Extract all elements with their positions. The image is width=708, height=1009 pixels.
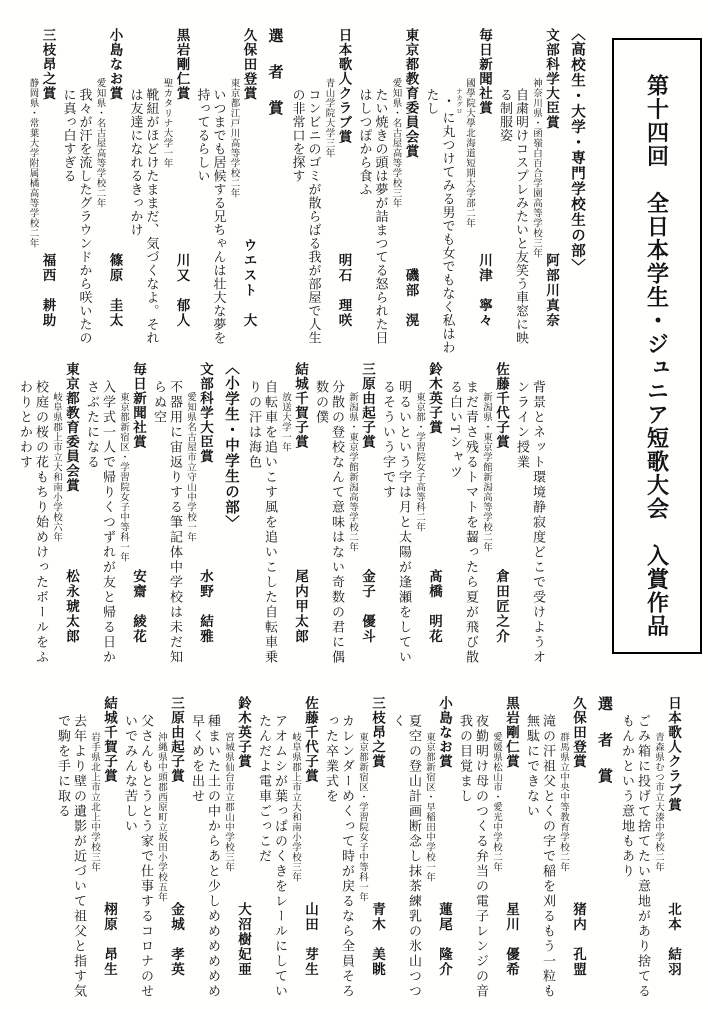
- school-grade: 東京都・学習院女子高等科二年: [414, 392, 424, 532]
- winner-name: 青木 美眺: [370, 902, 385, 977]
- poem-column: [246, 380, 278, 672]
- winner-name: 金城 孝英: [169, 902, 184, 977]
- school-grade: 静岡県・常葉大学附属橘高等学校二年: [27, 78, 38, 248]
- school-grade: 沖縄県中頭郡西原町立坂田小学校五年: [156, 732, 166, 902]
- winner-name: ウエスト 大: [241, 238, 257, 328]
- poem-column: [380, 380, 412, 672]
- poem-column: [497, 88, 529, 356]
- poem-column: [323, 714, 355, 1005]
- award-column: [358, 358, 376, 672]
- award-title: 黒岩剛仁賞: [174, 28, 190, 101]
- award-column: [425, 358, 443, 672]
- award-column: [39, 24, 57, 356]
- tanka-poem: たい焼きの頭は夢が詰まつてる怒られた日はしつぽから食ふ: [357, 88, 389, 345]
- poem-continuation: [514, 358, 546, 672]
- tanka-poem: 校庭の桜の花もちり始めけったボールをふわりとかわす: [18, 380, 49, 665]
- school-grade: 宮城県仙台市立郡山中学校三年: [223, 732, 233, 872]
- tanka-poem: [424, 88, 463, 356]
- school-grade: 神奈川県・函嶺白百合学園高等学校三年: [531, 78, 541, 258]
- school-grade: 愛知県名古屋市立守山中学校一年: [185, 392, 195, 542]
- award-column: [291, 358, 309, 672]
- award-title: 久保田登賞: [241, 28, 257, 101]
- tanka-poem: 靴紐がほどけたままだ、気づくなよ。それは友達になれるきっかけ: [128, 88, 160, 345]
- poem-column: [619, 714, 651, 1005]
- school-grade: 新潟県・東京学館新潟高等学校二年: [481, 392, 491, 552]
- title-box: [612, 38, 702, 654]
- section-heading-elementary: 〈小学生・中学生の部〉: [223, 360, 239, 531]
- award-entry: [151, 358, 214, 672]
- award-column: [196, 358, 214, 672]
- award-entry: [61, 24, 124, 356]
- award-column: [240, 24, 258, 356]
- poem-column: [256, 714, 288, 1005]
- school-grade: 東京都新宿区・学習院女子中等科一年: [118, 392, 128, 562]
- award-column: [129, 358, 147, 672]
- school-grade: 聖カタリナ大学一年: [161, 78, 172, 168]
- poem-column: [128, 88, 160, 356]
- award-title: 毎日新聞社賞: [131, 362, 146, 449]
- tanka-poem: 夜勤明け母のつくる弁当の電子レンジの音我の目覚まし: [458, 714, 489, 999]
- award-entry: [84, 358, 147, 672]
- award-entry: [457, 692, 520, 1005]
- tanka-poem: 明るいという字は月と太陽が逢瀬をしているそういう字です: [381, 380, 412, 665]
- award-title: 佐藤千代子賞: [303, 696, 318, 783]
- award-title: 佐藤千代子賞: [494, 362, 509, 449]
- winner-name: 松永琥太郎: [64, 569, 79, 644]
- award-entry: [26, 24, 57, 356]
- school-grade: 愛知県・名古屋高等学校三年: [390, 78, 401, 208]
- tanka-poem: 去年より壁の遺影が近づいて祖父と指す気で駒を手に取る: [56, 714, 87, 999]
- winner-name: 倉田匠之介: [494, 569, 509, 644]
- poem-column: [447, 380, 479, 672]
- award-entry: [447, 358, 510, 672]
- poem-column: [61, 88, 93, 356]
- award-column: [475, 24, 493, 356]
- tanka-poem: 父さんもとうとう家で仕事するコロナのせいでみんな苦しい: [123, 714, 154, 999]
- award-entry: [17, 358, 80, 672]
- award-entry: [524, 692, 587, 1005]
- award-title: 三原由起子賞: [360, 362, 375, 449]
- winner-name: 栩原 昂生: [102, 902, 117, 977]
- award-entry: [313, 358, 376, 672]
- award-column: [368, 692, 386, 1005]
- winner-name: 安齋 綾花: [131, 569, 146, 644]
- top-band-1: [24, 24, 588, 356]
- award-column: [435, 692, 453, 1005]
- award-title: 結城千賀子賞: [102, 696, 117, 783]
- award-column: [492, 358, 510, 672]
- poem-column: [189, 714, 221, 1005]
- award-entry: [128, 24, 191, 356]
- award-column: [335, 24, 353, 356]
- award-column: [100, 692, 118, 1005]
- winner-name: 髙橋 明花: [427, 569, 442, 644]
- poem-column: [457, 714, 489, 1005]
- award-title: 鈴木英子賞: [236, 696, 251, 769]
- award-entry: [380, 358, 443, 672]
- award-entry: [323, 692, 386, 1005]
- award-title: 文部科学大臣賞: [544, 28, 559, 130]
- award-title: 三枝昂之賞: [40, 28, 56, 101]
- school-grade: 岐阜県郡上市立大和南小学校三年: [290, 732, 300, 882]
- school-grade: 東京都新宿区・学習院女子中等科一年: [357, 732, 367, 902]
- school-grade: 青山学院大学三年: [323, 78, 334, 158]
- winner-name: 大沼樹妃亜: [236, 902, 251, 977]
- tanka-poem: 入学式一人で帰りくつずれが友と帰る日かさぶたになる: [85, 380, 116, 665]
- nakaguro-ruby: ・ ナカグロ: [440, 88, 462, 114]
- award-title: 久保田登賞: [571, 696, 586, 769]
- award-entry: [55, 692, 118, 1005]
- award-title: 文部科学大臣賞: [198, 362, 213, 464]
- top-band-2: [18, 358, 588, 672]
- tanka-poem: 分散の登校なんて意味はない奇数の君に偶数の僕: [314, 380, 345, 665]
- award-column: [106, 24, 124, 356]
- tanka-poem: 自粛明けコスプレみたいと友笑う車窓に映る制服姿: [498, 88, 529, 345]
- poem-column: [195, 88, 227, 356]
- tanka-poem: いつまでも居候する兄ちゃんは壮大な夢を持ってるらしい: [195, 88, 227, 345]
- award-column: [167, 692, 185, 1005]
- award-column: [402, 24, 420, 356]
- tanka-poem: 夏空の登山計画断念し抹茶練乳の氷山つつく: [391, 714, 422, 999]
- poem-column: [290, 88, 322, 356]
- tanka-poem: 種まいた土の中からあと少しめめめめめめ早くめを出せ: [190, 714, 221, 999]
- award-title: 日本歌人クラブ賞: [666, 696, 681, 812]
- award-entry: [189, 692, 252, 1005]
- award-title: 三原由起子賞: [169, 696, 184, 783]
- winner-name: 星川 優希: [504, 902, 519, 977]
- section-heading-senja: 選 者 賞: [266, 28, 284, 118]
- school-grade: 愛媛県松山市・愛光中学校二年: [491, 732, 501, 872]
- award-entry: [290, 24, 353, 356]
- school-grade: 群馬県立中央中等教育学校二年: [558, 732, 568, 872]
- tanka-poem: 自転車を追いこす風を追いこした自転車乗りの汗は海色: [247, 380, 278, 665]
- award-entry: [195, 24, 258, 356]
- winner-name: 金子 優斗: [360, 569, 375, 644]
- school-grade: 青森県むつ市立大湊中学校二年: [653, 732, 663, 872]
- winner-name: 磯部 滉: [403, 268, 419, 328]
- school-grade: 岩手県北上市立北上中学校三年: [89, 732, 99, 872]
- bottom-band: [28, 692, 682, 1005]
- poem-column: [390, 714, 422, 1005]
- winner-name: 川又 郁人: [174, 253, 190, 328]
- award-column: [173, 24, 191, 356]
- award-column: [234, 692, 252, 1005]
- poem-column: [514, 380, 546, 672]
- poem-column: [84, 380, 116, 672]
- award-title: 小島なお賞: [107, 28, 123, 101]
- award-column: [62, 358, 80, 672]
- poem-column: [122, 714, 154, 1005]
- award-title: 小島なお賞: [437, 696, 452, 769]
- award-title: 東京都教育委員会賞: [64, 362, 79, 493]
- winner-name: 阿部川真奈: [544, 253, 559, 328]
- award-title: 黒岩剛仁賞: [504, 696, 519, 769]
- tanka-poem: 我々が汗を流したグラウンドから咲いたのに真っ白すぎる: [61, 88, 93, 345]
- award-entry: [497, 24, 560, 356]
- tanka-poem: アオムシが葉っぱのくきをレールにしていたんだよ電車ごっこだ: [257, 714, 288, 999]
- school-grade: 東京都江戸川高等学校二年: [228, 78, 239, 198]
- poem-column: [313, 380, 345, 672]
- tanka-poem: まだ青さ残るトマトを齧ったら夏が飛び散る白いTシャツ: [448, 380, 479, 665]
- award-entry: [122, 692, 185, 1005]
- award-entry: [619, 692, 682, 1005]
- school-grade: 岐阜県郡上市立大和南小学校六年: [51, 392, 61, 542]
- winner-name: 福西 耕助: [40, 253, 56, 328]
- school-grade: 國學院大學北海道短期大学部二年: [464, 78, 474, 228]
- winner-name: 明石 理咲: [336, 253, 352, 328]
- competition-title: 第十四回 全日本学生・ジュニア短歌大会 入賞作品: [644, 74, 670, 638]
- award-title: 東京都教育委員会賞: [403, 28, 419, 159]
- school-grade: 放送大学一年: [280, 392, 290, 452]
- school-grade: 東京都新宿区・早稲田中学校一年: [424, 732, 434, 882]
- poem-column: [17, 380, 49, 672]
- award-entry: [424, 24, 494, 356]
- school-grade: 新潟県・東京学館新潟高等学校二年: [347, 392, 357, 552]
- section-heading-senja: 選 者 賞: [596, 696, 613, 786]
- tanka-poem: カレンダーめくって時が戻るなら全員そろった卒業式を: [324, 714, 355, 999]
- poem-column: [55, 714, 87, 1005]
- tanka-poem: 不器用に宙返りする筆記体中学校は未だ知らぬ空: [152, 380, 183, 665]
- winner-name: 川津 寧々: [477, 253, 492, 328]
- winner-name: 蓮尾 隆介: [437, 902, 452, 977]
- winner-name: 水野 結雅: [198, 569, 213, 644]
- poem-column: [357, 88, 389, 356]
- winner-name: 猪内 孔盟: [571, 902, 586, 977]
- poem-column: [424, 88, 463, 356]
- award-entry: [357, 24, 420, 356]
- winner-name: 北本 結羽: [666, 902, 681, 977]
- award-title: 毎日新聞社賞: [477, 28, 492, 115]
- section-heading-highschool: 〈高校生・大学・専門学校生の部〉: [569, 26, 585, 274]
- award-column: [664, 692, 682, 1005]
- winner-name: 山田 芽生: [303, 902, 318, 977]
- award-column: [569, 692, 587, 1005]
- award-entry: [390, 692, 453, 1005]
- award-title: 三枝昂之賞: [370, 696, 385, 769]
- poem-column: [151, 380, 183, 672]
- award-column: [301, 692, 319, 1005]
- winner-name: 尾内甲太郎: [293, 569, 308, 644]
- award-entry: [246, 358, 309, 672]
- tanka-poem: コンビニのゴミが散らばる我が部屋で人生の非常口を探す: [290, 88, 322, 345]
- award-title: 結城千賀子賞: [293, 362, 308, 449]
- tanka-poem: 背景とネット環境静寂度どこで受けようオンライン授業: [515, 380, 546, 665]
- school-grade: 愛知県・名古屋高等学校二年: [94, 78, 105, 208]
- award-column: [502, 692, 520, 1005]
- tanka-poem-rest: に丸つけてみる男でも女でもなく私はわたし: [424, 88, 456, 354]
- tanka-poem: 滝の汗祖父とくの字で稲を刈るもう一粒も無駄にできない: [525, 714, 556, 999]
- award-entry: [256, 692, 319, 1005]
- award-title: 日本歌人クラブ賞: [336, 28, 352, 144]
- poem-column: [524, 714, 556, 1005]
- award-column: [542, 24, 560, 356]
- tanka-poem: ごみ箱に投げて捨てたい意地があり捨てるもんかという意地もあり: [620, 714, 651, 999]
- winner-name: 篠原 圭太: [107, 253, 123, 328]
- award-title: 鈴木英子賞: [427, 362, 442, 435]
